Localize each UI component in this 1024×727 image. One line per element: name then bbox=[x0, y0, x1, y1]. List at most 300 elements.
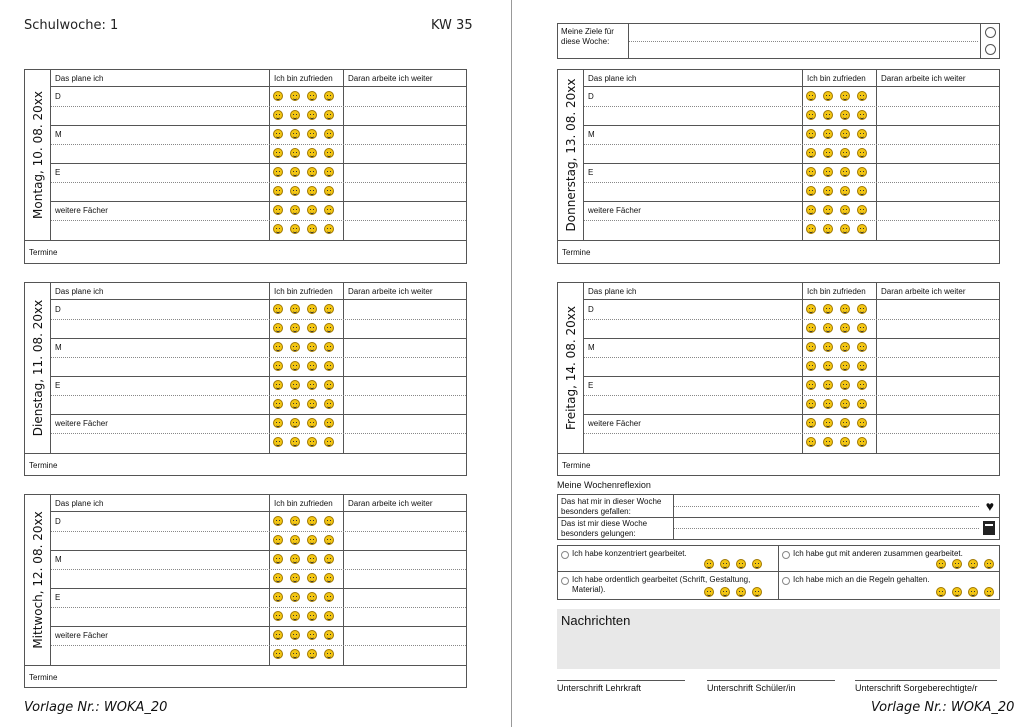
header-satisfied: Ich bin zufrieden bbox=[270, 70, 344, 87]
smiley-row[interactable] bbox=[806, 186, 867, 196]
smiley-row[interactable] bbox=[806, 418, 867, 428]
smiley-icon[interactable] bbox=[857, 437, 867, 447]
smiley-icon[interactable] bbox=[290, 554, 300, 564]
smiley-row[interactable] bbox=[273, 611, 334, 621]
smiley-icon[interactable] bbox=[273, 148, 283, 158]
smiley-icon[interactable] bbox=[273, 554, 283, 564]
smiley-row[interactable] bbox=[806, 110, 867, 120]
smiley-row[interactable] bbox=[273, 323, 334, 333]
smiley-row[interactable] bbox=[273, 573, 334, 583]
smiley-icon[interactable] bbox=[290, 129, 300, 139]
smiley-icon[interactable] bbox=[273, 186, 283, 196]
smiley-icon[interactable] bbox=[857, 380, 867, 390]
smiley-icon[interactable] bbox=[290, 630, 300, 640]
self-assessment-box bbox=[557, 545, 1000, 600]
smiley-icon[interactable] bbox=[307, 380, 317, 390]
smiley-icon[interactable] bbox=[324, 304, 334, 314]
smiley-icon[interactable] bbox=[324, 437, 334, 447]
smiley-row[interactable] bbox=[273, 342, 334, 352]
smiley-icon[interactable] bbox=[984, 559, 994, 569]
smiley-icon[interactable] bbox=[840, 224, 850, 234]
smiley-icon[interactable] bbox=[290, 649, 300, 659]
calendar-week-label: KW 35 bbox=[431, 18, 473, 33]
day-label: Montag, 10. 08. 20xx bbox=[25, 70, 51, 240]
smiley-icon[interactable] bbox=[290, 148, 300, 158]
smiley-row[interactable] bbox=[806, 380, 867, 390]
smiley-icon[interactable] bbox=[806, 224, 816, 234]
smiley-icon[interactable] bbox=[307, 110, 317, 120]
smiley-icon[interactable] bbox=[290, 592, 300, 602]
smiley-icon[interactable] bbox=[823, 323, 833, 333]
smiley-icon[interactable] bbox=[806, 399, 816, 409]
smiley-icon[interactable] bbox=[307, 573, 317, 583]
smiley-row[interactable] bbox=[273, 418, 334, 428]
smiley-icon[interactable] bbox=[273, 205, 283, 215]
smiley-icon[interactable] bbox=[324, 323, 334, 333]
school-week-label: Schulwoche: 1 bbox=[24, 18, 119, 33]
smiley-icon[interactable] bbox=[324, 361, 334, 371]
smiley-icon[interactable] bbox=[307, 224, 317, 234]
smiley-row[interactable] bbox=[273, 554, 334, 564]
smiley-icon[interactable] bbox=[984, 587, 994, 597]
smiley-icon[interactable] bbox=[823, 110, 833, 120]
smiley-icon[interactable] bbox=[290, 437, 300, 447]
smiley-row[interactable] bbox=[273, 167, 334, 177]
smiley-icon[interactable] bbox=[290, 361, 300, 371]
smiley-icon[interactable] bbox=[857, 167, 867, 177]
smiley-icon[interactable] bbox=[823, 148, 833, 158]
smiley-icon[interactable] bbox=[273, 304, 283, 314]
day-label: Freitag, 14. 08. 20xx bbox=[558, 283, 584, 453]
signature-guardian: Unterschrift Sorgeberechtigte/r bbox=[855, 680, 997, 693]
smiley-icon[interactable] bbox=[857, 224, 867, 234]
header-continue: Daran arbeite ich weiter bbox=[344, 495, 466, 512]
day-label: Dienstag, 11. 08. 20xx bbox=[25, 283, 51, 453]
subject-label: M bbox=[588, 130, 595, 139]
smiley-icon[interactable] bbox=[273, 167, 283, 177]
smiley-icon[interactable] bbox=[324, 418, 334, 428]
smiley-icon[interactable] bbox=[273, 611, 283, 621]
day-table-thursday bbox=[557, 69, 1000, 264]
smiley-icon[interactable] bbox=[968, 559, 978, 569]
smiley-icon[interactable] bbox=[273, 323, 283, 333]
smiley-row[interactable] bbox=[806, 361, 867, 371]
weekly-goals-label: Meine Ziele für diese Woche: bbox=[561, 27, 614, 46]
smiley-icon[interactable] bbox=[720, 587, 730, 597]
smiley-icon[interactable] bbox=[840, 205, 850, 215]
smiley-row[interactable] bbox=[273, 110, 334, 120]
smiley-row[interactable] bbox=[806, 205, 867, 215]
template-number-left: Vorlage Nr.: WOKA_20 bbox=[24, 700, 168, 715]
subject-label: weitere Fächer bbox=[588, 419, 641, 428]
smiley-icon[interactable] bbox=[823, 224, 833, 234]
smiley-icon[interactable] bbox=[273, 649, 283, 659]
smiley-row[interactable] bbox=[806, 342, 867, 352]
smiley-icon[interactable] bbox=[273, 342, 283, 352]
smiley-icon[interactable] bbox=[273, 380, 283, 390]
smiley-icon[interactable] bbox=[324, 148, 334, 158]
template-number-right: Vorlage Nr.: WOKA_20 bbox=[871, 700, 1015, 715]
smiley-icon[interactable] bbox=[806, 91, 816, 101]
header-satisfied: Ich bin zufrieden bbox=[270, 495, 344, 512]
smiley-icon[interactable] bbox=[823, 380, 833, 390]
smiley-icon[interactable] bbox=[324, 592, 334, 602]
smiley-icon[interactable] bbox=[307, 91, 317, 101]
statement-4: Ich habe mich an die Regeln gehalten. bbox=[793, 575, 930, 584]
subject-label: weitere Fächer bbox=[588, 206, 641, 215]
smiley-row[interactable] bbox=[273, 186, 334, 196]
smiley-icon[interactable] bbox=[857, 110, 867, 120]
smiley-icon[interactable] bbox=[857, 129, 867, 139]
smiley-icon[interactable] bbox=[273, 573, 283, 583]
smiley-icon[interactable] bbox=[806, 110, 816, 120]
smiley-icon[interactable] bbox=[290, 323, 300, 333]
signature-student: Unterschrift Schüler/in bbox=[707, 680, 835, 693]
smiley-icon[interactable] bbox=[857, 148, 867, 158]
smiley-icon[interactable] bbox=[823, 418, 833, 428]
smiley-icon[interactable] bbox=[857, 323, 867, 333]
smiley-icon[interactable] bbox=[307, 323, 317, 333]
smiley-icon[interactable] bbox=[307, 361, 317, 371]
subject-label: D bbox=[55, 92, 61, 101]
smiley-icon[interactable] bbox=[324, 554, 334, 564]
subject-label: weitere Fächer bbox=[55, 206, 108, 215]
termine-label: Termine bbox=[562, 461, 591, 470]
smiley-icon[interactable] bbox=[273, 437, 283, 447]
smiley-row[interactable] bbox=[273, 91, 334, 101]
header-continue: Daran arbeite ich weiter bbox=[344, 283, 466, 300]
smiley-icon[interactable] bbox=[857, 205, 867, 215]
smiley-icon[interactable] bbox=[273, 399, 283, 409]
smiley-icon[interactable] bbox=[273, 535, 283, 545]
smiley-icon[interactable] bbox=[968, 587, 978, 597]
smiley-icon[interactable] bbox=[290, 91, 300, 101]
left-page bbox=[0, 0, 511, 727]
smiley-icon[interactable] bbox=[840, 380, 850, 390]
smiley-icon[interactable] bbox=[307, 342, 317, 352]
subject-label: D bbox=[55, 305, 61, 314]
smiley-icon[interactable] bbox=[324, 129, 334, 139]
smiley-icon[interactable] bbox=[840, 186, 850, 196]
smiley-icon[interactable] bbox=[307, 399, 317, 409]
smiley-icon[interactable] bbox=[324, 224, 334, 234]
smiley-icon[interactable] bbox=[290, 573, 300, 583]
smiley-icon[interactable] bbox=[840, 91, 850, 101]
smiley-row[interactable] bbox=[273, 304, 334, 314]
smiley-icon[interactable] bbox=[273, 224, 283, 234]
smiley-icon[interactable] bbox=[806, 342, 816, 352]
smiley-row[interactable] bbox=[273, 129, 334, 139]
smiley-icon[interactable] bbox=[290, 205, 300, 215]
smiley-icon[interactable] bbox=[290, 110, 300, 120]
subject-label: E bbox=[55, 168, 61, 177]
smiley-row[interactable] bbox=[273, 649, 334, 659]
smiley-icon[interactable] bbox=[273, 110, 283, 120]
smiley-icon[interactable] bbox=[290, 611, 300, 621]
smiley-icon[interactable] bbox=[806, 205, 816, 215]
smiley-icon[interactable] bbox=[936, 559, 946, 569]
smiley-icon[interactable] bbox=[324, 186, 334, 196]
smiley-icon[interactable] bbox=[857, 304, 867, 314]
smiley-icon[interactable] bbox=[857, 399, 867, 409]
smiley-icon[interactable] bbox=[840, 361, 850, 371]
smiley-icon[interactable] bbox=[324, 573, 334, 583]
smiley-icon[interactable] bbox=[823, 167, 833, 177]
smiley-icon[interactable] bbox=[806, 437, 816, 447]
smiley-icon[interactable] bbox=[290, 399, 300, 409]
subject-label: E bbox=[55, 593, 61, 602]
smiley-icon[interactable] bbox=[704, 587, 714, 597]
day-table-wednesday bbox=[24, 494, 467, 688]
smiley-icon[interactable] bbox=[307, 554, 317, 564]
smiley-icon[interactable] bbox=[307, 186, 317, 196]
smiley-row[interactable] bbox=[806, 323, 867, 333]
subject-label: M bbox=[588, 343, 595, 352]
smiley-icon[interactable] bbox=[290, 186, 300, 196]
day-table-tuesday bbox=[24, 282, 467, 476]
smiley-icon[interactable] bbox=[840, 323, 850, 333]
smiley-icon[interactable] bbox=[736, 559, 746, 569]
smiley-row[interactable] bbox=[273, 437, 334, 447]
smiley-icon[interactable] bbox=[307, 437, 317, 447]
header-satisfied: Ich bin zufrieden bbox=[270, 283, 344, 300]
smiley-row[interactable] bbox=[273, 205, 334, 215]
smiley-icon[interactable] bbox=[307, 418, 317, 428]
right-page bbox=[512, 0, 1024, 727]
smiley-icon[interactable] bbox=[290, 535, 300, 545]
termine-label: Termine bbox=[29, 461, 58, 470]
smiley-icon[interactable] bbox=[273, 592, 283, 602]
smiley-row[interactable] bbox=[273, 516, 334, 526]
smiley-icon[interactable] bbox=[324, 342, 334, 352]
smiley-icon[interactable] bbox=[324, 399, 334, 409]
day-table-friday bbox=[557, 282, 1000, 476]
reflection-title: Meine Wochenreflexion bbox=[557, 480, 651, 490]
smiley-icon[interactable] bbox=[806, 323, 816, 333]
reflection-succeeded-label: Das ist mir diese Woche besonders gelungen: bbox=[561, 519, 648, 538]
smiley-icon[interactable] bbox=[273, 129, 283, 139]
smiley-icon[interactable] bbox=[936, 587, 946, 597]
smiley-icon[interactable] bbox=[307, 129, 317, 139]
header-plan: Das plane ich bbox=[51, 283, 270, 300]
smiley-icon[interactable] bbox=[840, 110, 850, 120]
smiley-icon[interactable] bbox=[307, 592, 317, 602]
smiley-icon[interactable] bbox=[324, 516, 334, 526]
smiley-icon[interactable] bbox=[720, 559, 730, 569]
smiley-icon[interactable] bbox=[704, 559, 714, 569]
termine-label: Termine bbox=[562, 248, 591, 257]
termine-label: Termine bbox=[29, 248, 58, 257]
smiley-icon[interactable] bbox=[324, 630, 334, 640]
goal-checkbox-2[interactable] bbox=[985, 44, 996, 55]
smiley-icon[interactable] bbox=[307, 205, 317, 215]
subject-label: M bbox=[55, 555, 62, 564]
header-plan: Das plane ich bbox=[51, 495, 270, 512]
smiley-icon[interactable] bbox=[307, 649, 317, 659]
subject-label: D bbox=[55, 517, 61, 526]
smiley-icon[interactable] bbox=[307, 148, 317, 158]
smiley-icon[interactable] bbox=[324, 110, 334, 120]
subject-label: M bbox=[55, 130, 62, 139]
termine-label: Termine bbox=[29, 673, 58, 682]
statement-checkbox-4[interactable] bbox=[782, 577, 790, 585]
statement-1-smileys bbox=[704, 559, 762, 569]
smiley-icon[interactable] bbox=[952, 587, 962, 597]
smiley-icon[interactable] bbox=[806, 167, 816, 177]
smiley-icon[interactable] bbox=[324, 649, 334, 659]
smiley-icon[interactable] bbox=[806, 129, 816, 139]
smiley-icon[interactable] bbox=[823, 399, 833, 409]
subject-label: E bbox=[55, 381, 61, 390]
smiley-icon[interactable] bbox=[736, 587, 746, 597]
smiley-icon[interactable] bbox=[806, 304, 816, 314]
smiley-row[interactable] bbox=[806, 148, 867, 158]
day-table-monday bbox=[24, 69, 467, 264]
subject-label: weitere Fächer bbox=[55, 419, 108, 428]
header-satisfied: Ich bin zufrieden bbox=[803, 283, 877, 300]
smiley-icon[interactable] bbox=[840, 418, 850, 428]
news-title: Nachrichten bbox=[561, 613, 631, 628]
smiley-icon[interactable] bbox=[290, 516, 300, 526]
smiley-icon[interactable] bbox=[823, 361, 833, 371]
statement-checkbox-3[interactable] bbox=[561, 577, 569, 585]
smiley-icon[interactable] bbox=[806, 148, 816, 158]
smiley-icon[interactable] bbox=[840, 399, 850, 409]
smiley-icon[interactable] bbox=[307, 304, 317, 314]
signature-teacher: Unterschrift Lehrkraft bbox=[557, 680, 685, 693]
smiley-row[interactable] bbox=[273, 630, 334, 640]
smiley-row[interactable] bbox=[273, 361, 334, 371]
header-satisfied: Ich bin zufrieden bbox=[803, 70, 877, 87]
smiley-row[interactable] bbox=[806, 437, 867, 447]
smiley-icon[interactable] bbox=[823, 205, 833, 215]
smiley-icon[interactable] bbox=[273, 418, 283, 428]
smiley-icon[interactable] bbox=[823, 91, 833, 101]
smiley-icon[interactable] bbox=[840, 342, 850, 352]
smiley-icon[interactable] bbox=[307, 611, 317, 621]
smiley-icon[interactable] bbox=[840, 148, 850, 158]
smiley-row[interactable] bbox=[273, 224, 334, 234]
smiley-icon[interactable] bbox=[823, 342, 833, 352]
subject-label: M bbox=[55, 343, 62, 352]
smiley-icon[interactable] bbox=[752, 587, 762, 597]
smiley-row[interactable] bbox=[273, 380, 334, 390]
smiley-icon[interactable] bbox=[806, 361, 816, 371]
smiley-icon[interactable] bbox=[273, 361, 283, 371]
smiley-icon[interactable] bbox=[290, 224, 300, 234]
smiley-icon[interactable] bbox=[324, 91, 334, 101]
smiley-icon[interactable] bbox=[857, 361, 867, 371]
header-continue: Daran arbeite ich weiter bbox=[877, 70, 999, 87]
smiley-icon[interactable] bbox=[273, 91, 283, 101]
smiley-icon[interactable] bbox=[324, 535, 334, 545]
smiley-row[interactable] bbox=[273, 592, 334, 602]
smiley-icon[interactable] bbox=[324, 205, 334, 215]
smiley-icon[interactable] bbox=[806, 380, 816, 390]
smiley-icon[interactable] bbox=[290, 342, 300, 352]
smiley-icon[interactable] bbox=[752, 559, 762, 569]
smiley-row[interactable] bbox=[273, 399, 334, 409]
smiley-icon[interactable] bbox=[806, 418, 816, 428]
smiley-icon[interactable] bbox=[307, 167, 317, 177]
smiley-row[interactable] bbox=[273, 148, 334, 158]
smiley-icon[interactable] bbox=[952, 559, 962, 569]
header-continue: Daran arbeite ich weiter bbox=[344, 70, 466, 87]
heart-icon: ♥ bbox=[985, 498, 994, 514]
subject-label: D bbox=[588, 305, 594, 314]
statement-3-smileys bbox=[704, 587, 762, 597]
header-continue: Daran arbeite ich weiter bbox=[877, 283, 999, 300]
reflection-box bbox=[557, 494, 1000, 540]
smiley-icon[interactable] bbox=[307, 630, 317, 640]
statement-2-smileys bbox=[936, 559, 994, 569]
goal-checkbox-1[interactable] bbox=[985, 27, 996, 38]
smiley-icon[interactable] bbox=[823, 437, 833, 447]
subject-label: weitere Fächer bbox=[55, 631, 108, 640]
smiley-icon[interactable] bbox=[307, 535, 317, 545]
smiley-icon[interactable] bbox=[273, 516, 283, 526]
smiley-row[interactable] bbox=[806, 224, 867, 234]
smiley-icon[interactable] bbox=[307, 516, 317, 526]
news-box[interactable] bbox=[557, 609, 1000, 669]
smiley-icon[interactable] bbox=[823, 186, 833, 196]
statement-4-smileys bbox=[936, 587, 994, 597]
smiley-icon[interactable] bbox=[840, 129, 850, 139]
smiley-icon[interactable] bbox=[823, 129, 833, 139]
smiley-icon[interactable] bbox=[857, 186, 867, 196]
smiley-row[interactable] bbox=[806, 399, 867, 409]
statement-1: Ich habe konzentriert gearbeitet. bbox=[572, 549, 687, 558]
smiley-icon[interactable] bbox=[840, 437, 850, 447]
smiley-row[interactable] bbox=[273, 535, 334, 545]
header-plan: Das plane ich bbox=[51, 70, 270, 87]
smiley-icon[interactable] bbox=[823, 304, 833, 314]
smiley-icon[interactable] bbox=[290, 304, 300, 314]
smiley-icon[interactable] bbox=[290, 380, 300, 390]
smiley-icon[interactable] bbox=[857, 342, 867, 352]
smiley-icon[interactable] bbox=[840, 304, 850, 314]
statement-3: Ich habe ordentlich gearbeitet (Schrift, Gestaltung, Material). bbox=[572, 575, 751, 594]
weekly-goals-box bbox=[557, 23, 1000, 59]
smiley-icon[interactable] bbox=[273, 630, 283, 640]
statement-checkbox-2[interactable] bbox=[782, 551, 790, 559]
header-plan: Das plane ich bbox=[584, 70, 803, 87]
smiley-icon[interactable] bbox=[324, 167, 334, 177]
smiley-icon[interactable] bbox=[290, 418, 300, 428]
header-plan: Das plane ich bbox=[584, 283, 803, 300]
smiley-icon[interactable] bbox=[840, 167, 850, 177]
smiley-icon[interactable] bbox=[857, 418, 867, 428]
trophy-icon bbox=[983, 521, 995, 535]
day-label: Donnerstag, 13. 08. 20xx bbox=[558, 70, 584, 240]
smiley-row[interactable] bbox=[806, 91, 867, 101]
statement-checkbox-1[interactable] bbox=[561, 551, 569, 559]
subject-label: E bbox=[588, 168, 594, 177]
subject-label: E bbox=[588, 381, 594, 390]
statement-2: Ich habe gut mit anderen zusammen gearbeitet. bbox=[793, 549, 963, 558]
reflection-liked-label: Das hat mir in dieser Woche besonders gefallen: bbox=[561, 497, 662, 516]
smiley-row[interactable] bbox=[806, 167, 867, 177]
smiley-icon[interactable] bbox=[806, 186, 816, 196]
smiley-icon[interactable] bbox=[324, 611, 334, 621]
smiley-icon[interactable] bbox=[324, 380, 334, 390]
subject-label: D bbox=[588, 92, 594, 101]
smiley-icon[interactable] bbox=[290, 167, 300, 177]
day-label: Mittwoch, 12. 08. 20xx bbox=[25, 495, 51, 665]
smiley-row[interactable] bbox=[806, 304, 867, 314]
smiley-icon[interactable] bbox=[857, 91, 867, 101]
smiley-row[interactable] bbox=[806, 129, 867, 139]
